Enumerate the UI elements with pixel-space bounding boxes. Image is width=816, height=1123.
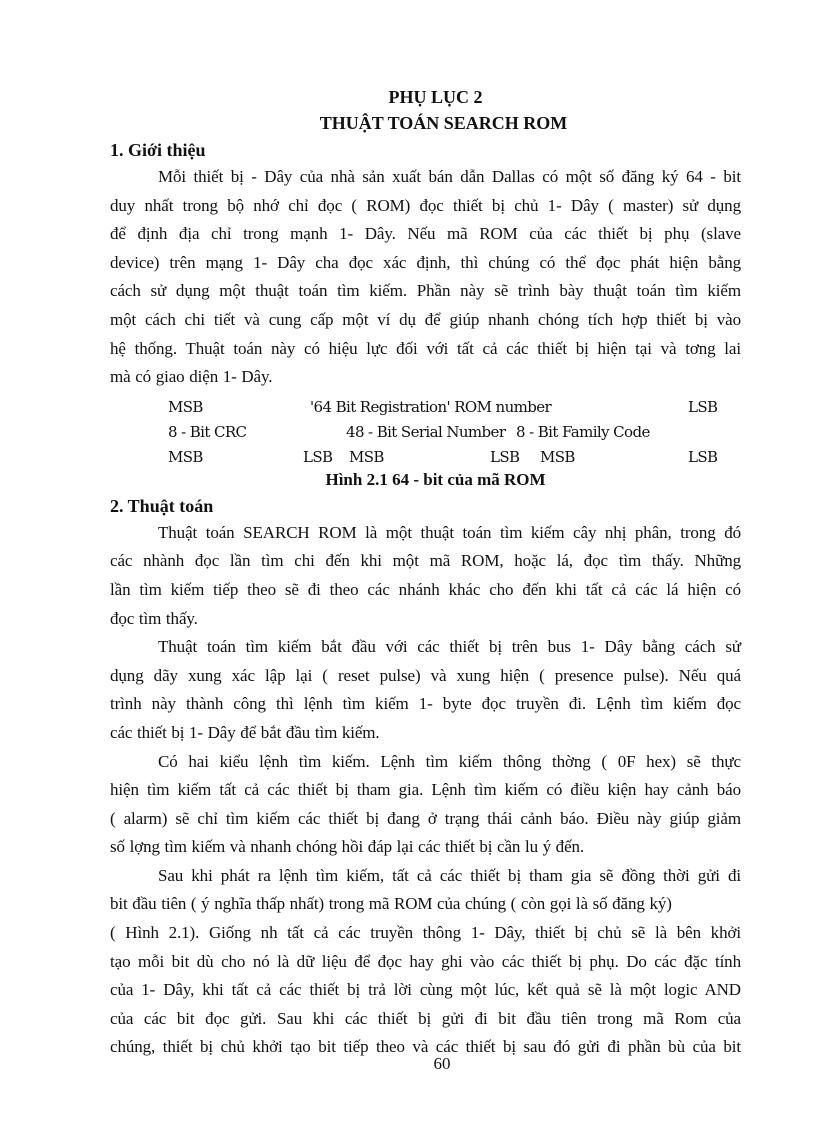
fig-rom-number-label: '64 Bit Registration' ROM number	[310, 397, 552, 416]
section-heading-algorithm: 2. Thuật toán	[110, 495, 214, 516]
fig-lsb-label: LSB	[688, 397, 718, 416]
paragraph-intro: Mỗi thiết bị - Dây của nhà sản xuất bán dẫn Dallas có một số đăng ký 64 - bit duy nhất trong bộ nhớ chỉ đọc ( ROM) đọc thiết bị chủ 1- Dây ( master) sử dụng để định địa chỉ trong mạnh 1- Dây. Nếu mã ROM của các thiết bị phụ (slave device) trên mạng 1- Dây cha đọc xác định, thì chúng có thể đọc phát hiện bằng cách sử dụng một thuật toán tìm kiếm. Phần này sẽ trình bày thuật toán tìm kiếm một cách chi tiết và cung cấp một ví dụ để giúp nhanh chóng tích hợp thiết bị vào hệ thống. Thuật toán này có hiệu lực đối với tất cả các thiết bị hiện tại và tơng lai mà có giao diện 1- Dây.	[110, 167, 741, 387]
appendix-title: PHỤ LỤC 2	[388, 87, 483, 107]
fig-serial-lsb: LSB	[490, 447, 520, 466]
document-page	[110, 84, 741, 1062]
fig-serial-msb: MSB	[349, 447, 384, 466]
paragraph-algorithm-3: Có hai kiểu lệnh tìm kiếm. Lệnh tìm kiếm thông thờng ( 0F hex) sẽ thực hiện tìm kiếm tất cả các thiết bị tham gia. Lệnh tìm kiếm có điều kiện hay cảnh báo ( alarm) sẽ chỉ tìm kiếm các thiết bị đang ở trạng thái cảnh báo. Điều này giúp giảm số lợng tìm kiếm và nhanh chóng hồi đáp lại các thiết bị cần lu ý đến.	[110, 751, 741, 857]
paragraph-algorithm-4: Sau khi phát ra lệnh tìm kiếm, tất cả các thiết bị tham gia sẽ đồng thời gửi đi bit đầu tiên ( ý nghĩa thấp nhất) trong mã ROM của chúng ( còn gọi là số đăng ký) ( Hình 2.1). Giống nh tất cả các truyền thông 1- Dây, thiết bị chủ sẽ là bên khởi tạo mỗi bit dù cho nó là dữ liệu để đọc hay ghi vào các thiết bị phụ. Do các đặc tính của 1- Dây, khi tất cả các thiết bị trả lời cùng một lúc, kết quả sẽ là một logic AND của các bit đọc gửi. Sau khi các thiết bị gửi đi bit đầu tiên trong mã Rom của chúng, thiết bị chủ khởi tạo bit tiếp theo và các thiết bị sau đó gửi đi phần bù của bit	[110, 865, 741, 1057]
section-heading-intro: 1. Giới thiệu	[110, 140, 206, 160]
fig-msb-label: MSB	[168, 397, 203, 416]
page-number: 60	[433, 1054, 451, 1073]
figure-caption: Hình 2.1 64 - bit của mã ROM	[325, 469, 546, 489]
appendix-subtitle: THUẬT TOÁN SEARCH ROM	[319, 113, 568, 133]
fig-crc-label: 8 - Bit CRC	[168, 422, 247, 441]
fig-family-label: 8 - Bit Family Code	[516, 422, 650, 441]
fig-crc-lsb: LSB	[303, 447, 333, 466]
paragraph-algorithm-2: Thuật toán tìm kiếm bắt đầu với các thiết bị trên bus 1- Dây bằng cách sử dụng dãy xung xác lập lại ( reset pulse) và xung hiện ( presence pulse). Nếu quá trình này thành công thì lệnh tìm kiếm 1- byte đọc truyền đi. Lệnh tìm kiếm đọc các thiết bị 1- Dây để bắt đầu tìm kiếm.	[110, 637, 741, 742]
fig-family-msb: MSB	[540, 447, 575, 466]
paragraph-algorithm-1: Thuật toán SEARCH ROM là một thuật toán tìm kiếm cây nhị phân, trong đó các nhành đọc lần tìm chi đến khi một mã ROM, hoặc lá, đọc tìm thấy. Những lần tìm kiếm tiếp theo sẽ đi theo các nhánh khác cho đến khi tất cả các lá hiện có đọc tìm thấy.	[110, 522, 741, 628]
rom-figure	[110, 392, 741, 468]
fig-family-lsb: LSB	[688, 447, 718, 466]
fig-serial-label: 48 - Bit Serial Number	[346, 422, 506, 441]
fig-crc-msb: MSB	[168, 447, 203, 466]
